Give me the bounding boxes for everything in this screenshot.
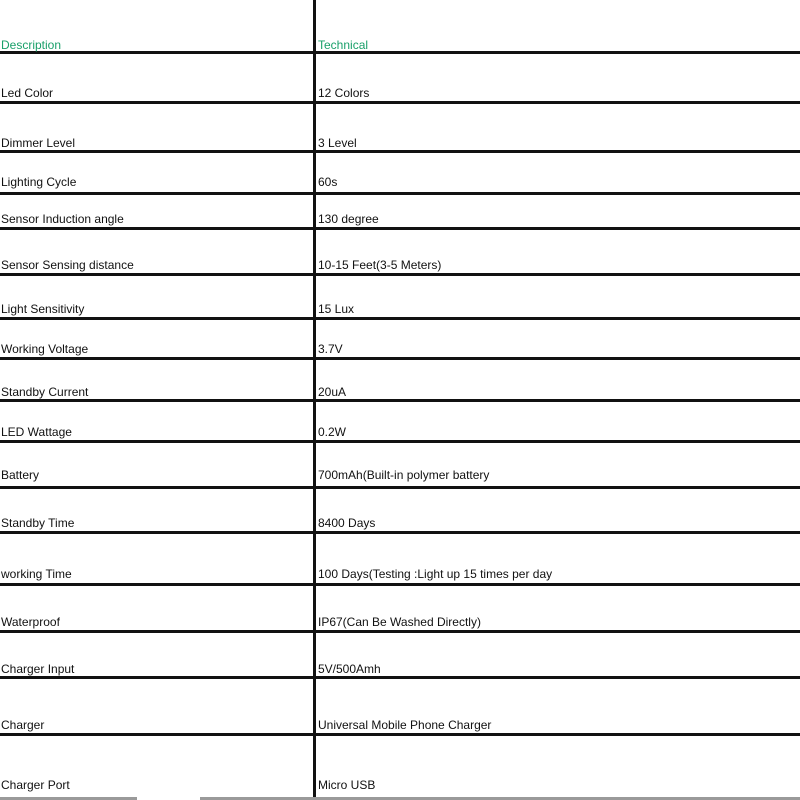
row-divider [0,399,800,402]
row-description: Sensor Sensing distance [1,258,134,272]
row-description: Lighting Cycle [1,175,77,189]
row-divider [0,101,800,104]
row-description: Charger [1,718,45,732]
row-technical: 8400 Days [318,516,376,530]
row-description: Dimmer Level [1,136,76,150]
row-description: Led Color [1,86,54,100]
row-description: Light Sensitivity [1,302,85,316]
row-description: Standby Time [1,516,75,530]
row-description: Charger Port [1,778,70,792]
row-technical: 60s [318,175,338,189]
row-divider [0,317,800,320]
row-divider [0,227,800,230]
row-technical: 5V/500Amh [318,662,381,676]
row-technical: Micro USB [318,778,376,792]
row-technical: 130 degree [318,212,379,226]
row-technical: 100 Days(Testing :Light up 15 times per day [318,567,553,581]
row-description: Standby Current [1,385,89,399]
row-divider [0,192,800,195]
row-technical: 700mAh(Built-in polymer battery [318,468,490,482]
row-technical: 20uA [318,385,347,399]
row-technical: 10-15 Feet(3-5 Meters) [318,258,442,272]
row-description: working Time [1,567,72,581]
row-divider [0,51,800,54]
row-technical: Universal Mobile Phone Charger [318,718,492,732]
row-description: LED Wattage [1,425,72,439]
row-divider [0,273,800,276]
row-description: Charger Input [1,662,75,676]
row-divider [0,630,800,633]
row-technical: 15 Lux [318,302,355,316]
row-technical: IP67(Can Be Washed Directly) [318,615,481,629]
row-divider [0,583,800,586]
row-divider [0,733,800,736]
row-divider [0,357,800,360]
row-divider [0,531,800,534]
header-description: Description [1,38,62,52]
row-technical: 3 Level [318,136,357,150]
row-technical: 3.7V [318,342,343,356]
row-divider [0,486,800,489]
header-technical: Technical [318,38,369,52]
row-divider [0,676,800,679]
row-description: Battery [1,468,40,482]
row-technical: 0.2W [318,425,347,439]
row-divider [0,440,800,443]
row-description: Working Voltage [1,342,89,356]
row-description: Sensor Induction angle [1,212,124,226]
row-divider [0,150,800,153]
row-technical: 12 Colors [318,86,370,100]
row-description: Waterproof [1,615,60,629]
